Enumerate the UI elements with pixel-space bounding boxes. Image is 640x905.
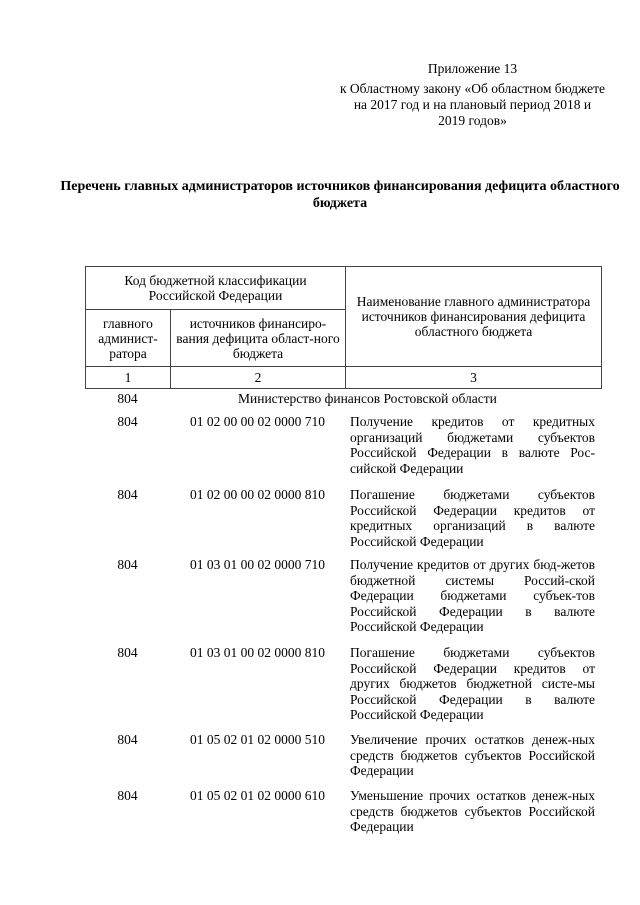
header-num-2: 2	[171, 367, 346, 389]
ministry-name: Министерство финансов Ростовской области	[238, 391, 497, 406]
row-source-code: 01 05 02 01 02 0000 510	[190, 732, 325, 747]
appendix-reference: к Областному закону «Об областном бюджете на 2017 год и на плановый период 2018 и 2019 годов»	[340, 81, 605, 128]
row-name: Погашение бюджетами субъектов Российской Федерации кредитов от кредитных организаций в валюте Российской Федерации	[350, 487, 595, 549]
header-col-admin: главного админист-ратора	[86, 310, 171, 367]
appendix-title: Приложение 13	[427, 61, 518, 76]
header-num-3: 3	[346, 367, 602, 389]
header-code-group: Код бюджетной классификации Российской Федерации	[86, 267, 346, 310]
header-num-1: 1	[86, 367, 171, 389]
row-source-code: 01 03 01 00 02 0000 710	[190, 557, 325, 572]
row-name: Получение кредитов от кредитных организаций бюджетами субъектов Российской Федерации в валюте Рос-сийской Федерации	[350, 414, 595, 476]
row-admin-code: 804	[117, 414, 138, 429]
row-source-code: 01 02 00 00 02 0000 810	[190, 487, 325, 502]
table-header	[85, 266, 602, 389]
row-admin-code: 804	[117, 788, 138, 803]
row-name: Получение кредитов от других бюд-жетов бюджетной системы Россий-ской Федерации бюджетами субъек-тов Российской Федерации в валюте Российской Федерации	[350, 557, 595, 634]
row-admin-code: 804	[117, 557, 138, 572]
header-col-source: источников финансиро-вания дефицита област-ного бюджета	[171, 310, 346, 367]
ministry-code: 804	[117, 391, 138, 406]
row-name: Уменьшение прочих остатков денеж-ных средств бюджетов субъектов Российской Федерации	[350, 788, 595, 834]
row-source-code: 01 05 02 01 02 0000 610	[190, 788, 325, 803]
row-admin-code: 804	[117, 645, 138, 660]
document-title: Перечень главных администраторов источников финансирования дефицита областного бюджета	[60, 179, 620, 211]
row-source-code: 01 03 01 00 02 0000 810	[190, 645, 325, 660]
row-admin-code: 804	[117, 487, 138, 502]
row-name: Погашение бюджетами субъектов Российской Федерации кредитов от других бюджетов бюджетной систе-мы Российской Федерации в валюте Российской Федерации	[350, 645, 595, 722]
header-name: Наименование главного администратора источников финансирования дефицита областного бюджета	[346, 267, 602, 367]
row-name: Увеличение прочих остатков денеж-ных средств бюджетов субъектов Российской Федерации	[350, 732, 595, 778]
row-source-code: 01 02 00 00 02 0000 710	[190, 414, 325, 429]
row-admin-code: 804	[117, 732, 138, 747]
